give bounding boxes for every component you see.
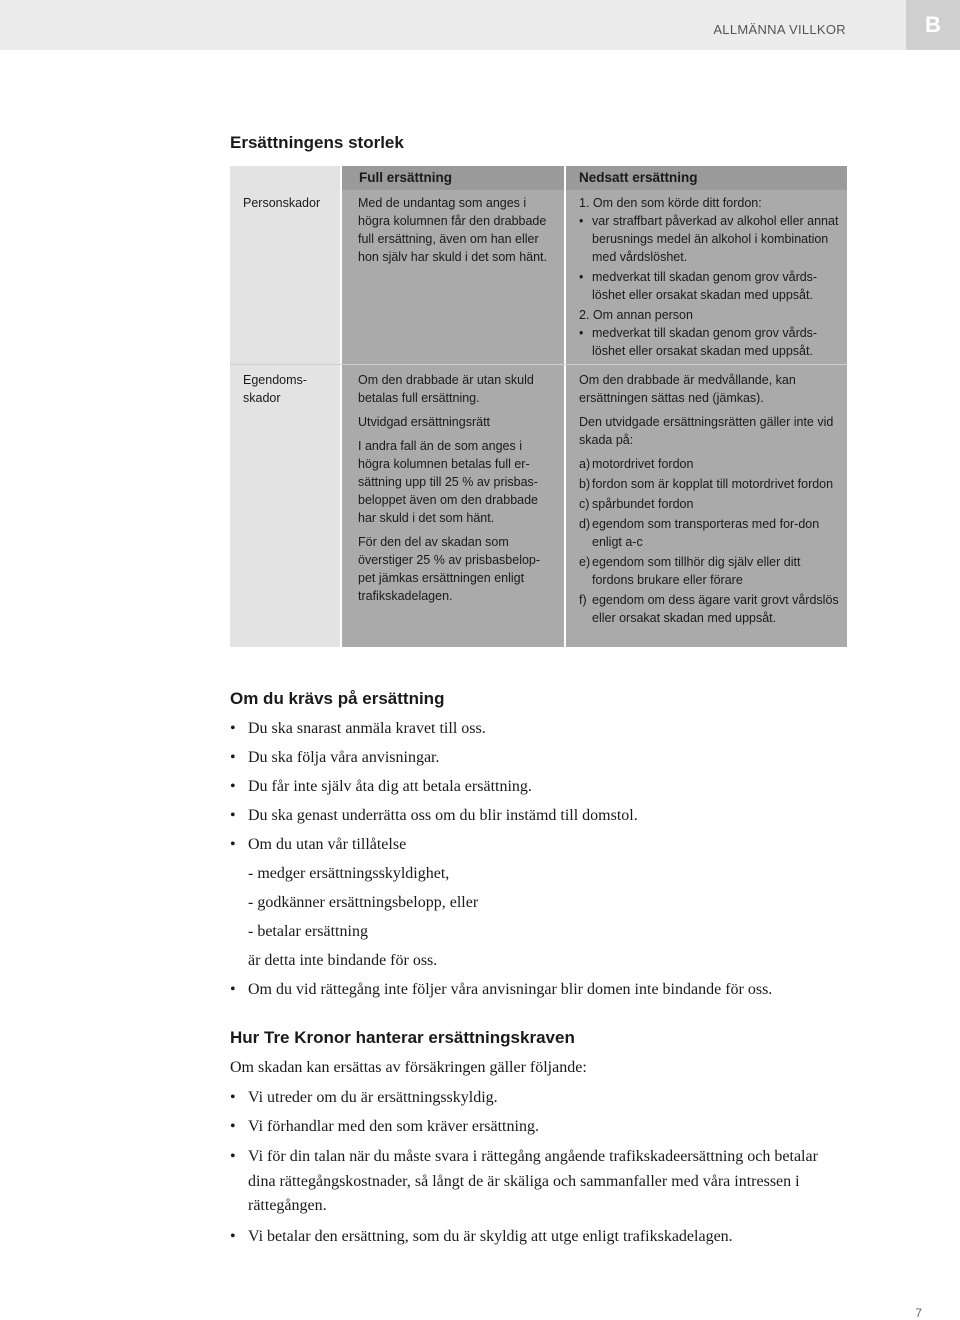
sub-item: - medger ersättningsskyldighet, xyxy=(248,865,450,882)
lettered-item: f) egendom om dess ägare varit grovt vårdslös eller orsakat skadan med uppsåt. xyxy=(579,593,839,625)
list-item: • Vi betalar den ersättning, som du är skyldig att utge enligt trafikskadelagen. xyxy=(230,1226,840,1248)
paragraph: Om den drabbade är medvållande, kan ersättningen sättas ned (jämkas). xyxy=(579,373,796,405)
lettered-item: e) egendom som tillhör dig själv eller ditt fordons brukare eller förare xyxy=(579,555,801,587)
row-label-property: Egendoms-skador xyxy=(243,373,307,405)
list-item: • Du ska genast underrätta oss om du blir instämd till domstol. xyxy=(230,805,850,827)
paragraph: Om den drabbade är utan skuld betalas full ersättning. xyxy=(358,373,534,405)
cell-reduced-property xyxy=(579,371,841,629)
list-item: • Du får inte själv åta dig att betala ersättning. xyxy=(230,776,850,798)
lettered-item: c) spårbundet fordon xyxy=(579,497,694,511)
sub-item: - betalar ersättning xyxy=(248,923,368,940)
list-item: • Om du vid rättegång inte följer våra anvisningar blir domen inte bindande för oss. xyxy=(230,979,858,1001)
list-item: • Om du utan vår tillåtelse xyxy=(230,834,850,856)
paragraph: Utvidgad ersättningsrätt xyxy=(358,415,491,429)
section-title-compensation-size: Ersättningens storlek xyxy=(230,133,404,152)
handling-list xyxy=(230,1057,840,1255)
list-item: • Vi förhandlar med den som kräver ersättning. xyxy=(230,1116,840,1138)
reduced-item-2: 2. Om annan person xyxy=(579,308,693,322)
sub-item: är detta inte bindande för oss. xyxy=(248,952,438,969)
lettered-item: d) egendom som transporteras med for-don enligt a-c xyxy=(579,517,820,549)
empty-header xyxy=(230,166,340,190)
section-badge: B xyxy=(906,0,960,50)
bullet-item: • var straffbart påverkad av alkohol eller annat berusnings medel än alkohol i kombination med vårdslöshet. xyxy=(579,212,841,266)
list-item: • Vi för din talan när du måste svara i rättegång angående trafikskadeersättning och betalar dina rättegångskostnader, så långt de är skäliga och sammanfaller med våra intressen i rättegången. xyxy=(230,1145,840,1219)
sub-item: - godkänner ersättningsbelopp, eller xyxy=(248,894,479,911)
lettered-item: b) fordon som är kopplat till motordrivet fordon xyxy=(579,477,834,491)
header-reduced: Nedsatt ersättning xyxy=(566,166,847,190)
cell-full-personal: Med de undantag som anges i högra kolumnen får den drabbade full ersättning, även om han eller hon själv har skuld i det som hänt. xyxy=(358,196,547,264)
intro-text: Om skadan kan ersättas av försäkringen gäller följande: xyxy=(230,1059,587,1076)
paragraph: Den utvidgade ersättningsrätten gäller inte vid skada på: xyxy=(579,415,834,447)
header-full: Full ersättning xyxy=(342,166,564,190)
page-header xyxy=(0,0,960,50)
row-label-personal: Personskador xyxy=(243,196,321,210)
cell-reduced-personal xyxy=(579,194,841,362)
list-item: • Du ska följa våra anvisningar. xyxy=(230,747,850,769)
list-item: • Du ska snarast anmäla kravet till oss. xyxy=(230,718,850,740)
claims-list xyxy=(230,718,850,1008)
list-item: • Vi utreder om du är ersättningsskyldig. xyxy=(230,1087,840,1109)
section-title-handling: Hur Tre Kronor hanterar ersättningskraven xyxy=(230,1028,575,1047)
cell-full-property xyxy=(358,371,556,611)
lettered-item: a) motordrivet fordon xyxy=(579,457,694,471)
compensation-table xyxy=(230,166,847,647)
page-number: 7 xyxy=(915,1306,922,1320)
section-header: ALLMÄNNA VILLKOR xyxy=(713,22,846,37)
reduced-item-1: 1. Om den som körde ditt fordon: xyxy=(579,196,762,210)
row-divider xyxy=(230,364,847,365)
section-title-claims: Om du krävs på ersättning xyxy=(230,689,445,708)
bullet-item: • medverkat till skadan genom grov vårds-löshet eller orsakat skadan med uppsåt. xyxy=(579,324,841,360)
bullet-item: • medverkat till skadan genom grov vårds-löshet eller orsakat skadan med uppsåt. xyxy=(579,268,841,304)
paragraph: I andra fall än de som anges i högra kolumnen betalas full er-sättning upp till 25 % av prisbas-beloppet även om den drabbade har skuld i det som hänt. xyxy=(358,439,539,525)
paragraph: För den del av skadan som överstiger 25 % av prisbasbelop-pet jämkas ersättningen enligt trafikskadelagen. xyxy=(358,535,541,603)
